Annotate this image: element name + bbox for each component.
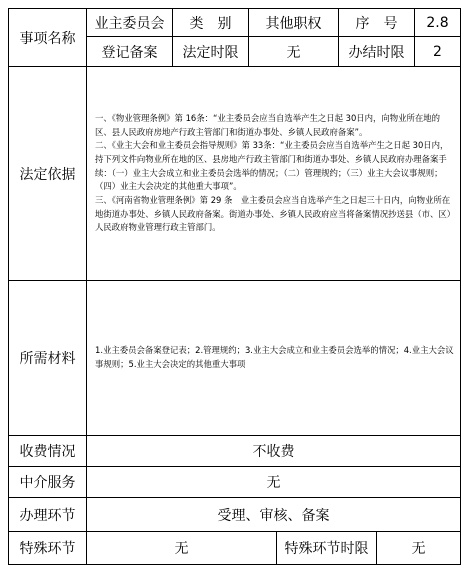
item-name-line1: 业主委员会 [94,15,165,32]
legal-basis-paragraph-2: 二、《业主大会和业主委员会指导规则》第 33条：“业主委员会应当自选举产生之日起 30日内，持下列文件向物业所在地的区、县房地产行政主管部门和街道办事处、乡镇人民政府办理备案手续：（一）业主大会成立和业主委员会选举的情况；（二）管理规约；（三）业主大会议事规则；（四）业主大会决定的其他重大事项”。 [95,140,449,192]
fees-value: 不收费 [252,444,295,460]
time-limit-label: 法定时限 [182,44,239,61]
legal-basis-paragraph-1: 一、《物业管理条例》第 16条：“业主委员会应当自选举产生之日起 30日内，向物业所在地的区、县人民政府房地产行政主管部门和街道办事处、乡镇人民政府备案”。 [95,113,441,137]
legal-basis-paragraph-3: 三、《河南省物业管理条例》第 29 条 业主委员会应当自选举产生之日起三十日内，向物业所在地街道办事处、乡镇人民政府备案。街道办事处、乡镇人民政府应当将备案情况抄送县（市、区）人民政府物业管理行政主管部门。 [95,194,451,233]
legal-basis-label: 法定依据 [19,166,76,183]
border-right [460,8,461,565]
process-label: 办理环节 [19,507,76,524]
special-time-value: 无 [411,541,426,557]
seq-label: 序 号 [355,15,398,32]
special-value: 无 [174,541,189,557]
agency-label: 中介服务 [19,475,76,491]
item-name-label: 事项名称 [19,30,76,47]
legal-basis-text [87,67,460,280]
process-value: 受理、审核、备案 [217,507,330,524]
seq-value: 2.8 [426,14,449,31]
special-label: 特殊环节 [19,541,76,557]
materials-label: 所需材料 [19,351,76,367]
materials-text: 1.业主委员会备案登记表；2.管理规约；3.业主大会成立和业主委员会选举的情况；4.业主大会议事规则；5.业主大会决定的其他重大事项 [95,345,454,369]
border-bottom [8,564,461,565]
fees-label: 收费情况 [19,444,76,460]
agency-value: 无 [266,475,281,491]
special-time-label: 特殊环节时限 [284,541,369,557]
category-label: 类 别 [189,15,232,32]
category-value: 其他职权 [265,15,322,32]
item-name-line2: 登记备案 [101,44,158,61]
completion-label: 办结时限 [348,44,405,61]
time-limit-value: 无 [286,44,301,61]
completion-value: 2 [433,43,442,60]
